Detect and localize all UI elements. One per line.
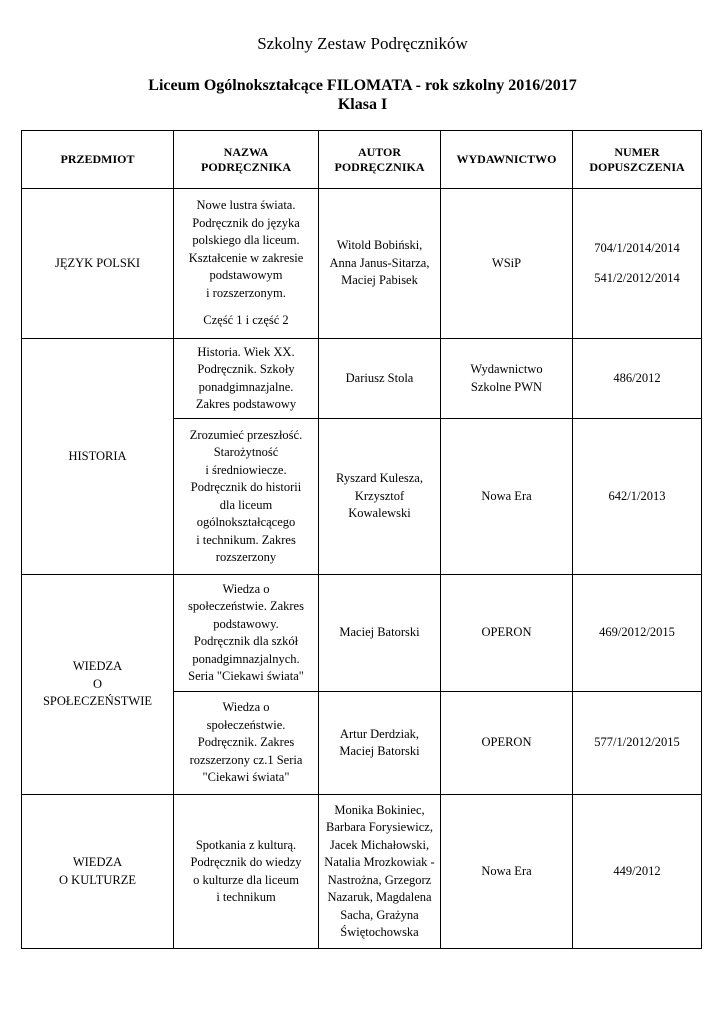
publisher-cell: WSiP bbox=[441, 189, 573, 339]
approval-number-cell: 577/1/2012/2015 bbox=[573, 692, 702, 795]
table-row bbox=[22, 575, 702, 692]
author-cell: Witold Bobiński, Anna Janus-Sitarza, Maciej Pabisek bbox=[319, 189, 441, 339]
approval-number-cell: 486/2012 bbox=[573, 339, 702, 419]
publisher-cell: OPERON bbox=[441, 575, 573, 692]
column-header-publisher: WYDAWNICTWO bbox=[441, 131, 573, 189]
approval-number-cell: 469/2012/2015 bbox=[573, 575, 702, 692]
textbook-title-cell: Spotkania z kulturą. Podręcznik do wiedzy o kulturze dla liceum i technikum bbox=[174, 795, 319, 949]
textbook-title-cell: Wiedza o społeczeństwie. Podręcznik. Zakres rozszerzony cz.1 Seria "Ciekawi świata" bbox=[174, 692, 319, 795]
author-cell: Dariusz Stola bbox=[319, 339, 441, 419]
approval-number-cell: 449/2012 bbox=[573, 795, 702, 949]
subject-cell: JĘZYK POLSKI bbox=[22, 189, 174, 339]
table-header-row bbox=[22, 131, 702, 189]
column-header-title: NAZWA PODRĘCZNIKA bbox=[174, 131, 319, 189]
column-header-number: NUMER DOPUSZCZENIA bbox=[573, 131, 702, 189]
subject-cell: WIEDZA O KULTURZE bbox=[22, 795, 174, 949]
textbook-title-cell: Zrozumieć przeszłość. Starożytność i średniowiecze. Podręcznik do historii dla liceum ogólnokształcącego i technikum. Zakres rozszerzony bbox=[174, 419, 319, 575]
publisher-cell: Wydawnictwo Szkolne PWN bbox=[441, 339, 573, 419]
textbook-title-cell: Wiedza o społeczeństwie. Zakres podstawowy. Podręcznik dla szkół ponadgimnazjalnych. Seria "Ciekawi świata" bbox=[174, 575, 319, 692]
school-year-line: Liceum Ogólnokształcące FILOMATA - rok szkolny 2016/2017 bbox=[148, 77, 577, 94]
textbook-table bbox=[21, 130, 702, 949]
column-header-author: AUTOR PODRĘCZNIKA bbox=[319, 131, 441, 189]
document-subtitle bbox=[0, 76, 725, 114]
column-header-subject: PRZEDMIOT bbox=[22, 131, 174, 189]
publisher-cell: OPERON bbox=[441, 692, 573, 795]
approval-number-cell: 642/1/2013 bbox=[573, 419, 702, 575]
publisher-cell: Nowa Era bbox=[441, 419, 573, 575]
textbook-title-cell: Historia. Wiek XX. Podręcznik. Szkoły ponadgimnazjalne. Zakres podstawowy bbox=[174, 339, 319, 419]
table-row bbox=[22, 189, 702, 339]
table-row bbox=[22, 339, 702, 419]
document-title: Szkolny Zestaw Podręczników bbox=[257, 34, 468, 53]
publisher-cell: Nowa Era bbox=[441, 795, 573, 949]
class-line: Klasa I bbox=[337, 96, 388, 113]
approval-number-cell: 704/1/2014/2014 541/2/2012/2014 bbox=[573, 189, 702, 339]
author-cell: Maciej Batorski bbox=[319, 575, 441, 692]
table-row bbox=[22, 795, 702, 949]
subject-cell: HISTORIA bbox=[22, 339, 174, 575]
author-cell: Monika Bokiniec, Barbara Forysiewicz, Jacek Michałowski, Natalia Mrozkowiak - Nastrożna, Grzegorz Nazaruk, Magdalena Sacha, Grażyna Świętochowska bbox=[319, 795, 441, 949]
author-cell: Ryszard Kulesza, Krzysztof Kowalewski bbox=[319, 419, 441, 575]
textbook-title-cell: Nowe lustra świata. Podręcznik do języka polskiego dla liceum. Kształcenie w zakresie podstawowym i rozszerzonym. Część 1 i część 2 bbox=[174, 189, 319, 339]
author-cell: Artur Derdziak, Maciej Batorski bbox=[319, 692, 441, 795]
subject-cell: WIEDZA O SPOŁECZEŃSTWIE bbox=[22, 575, 174, 795]
